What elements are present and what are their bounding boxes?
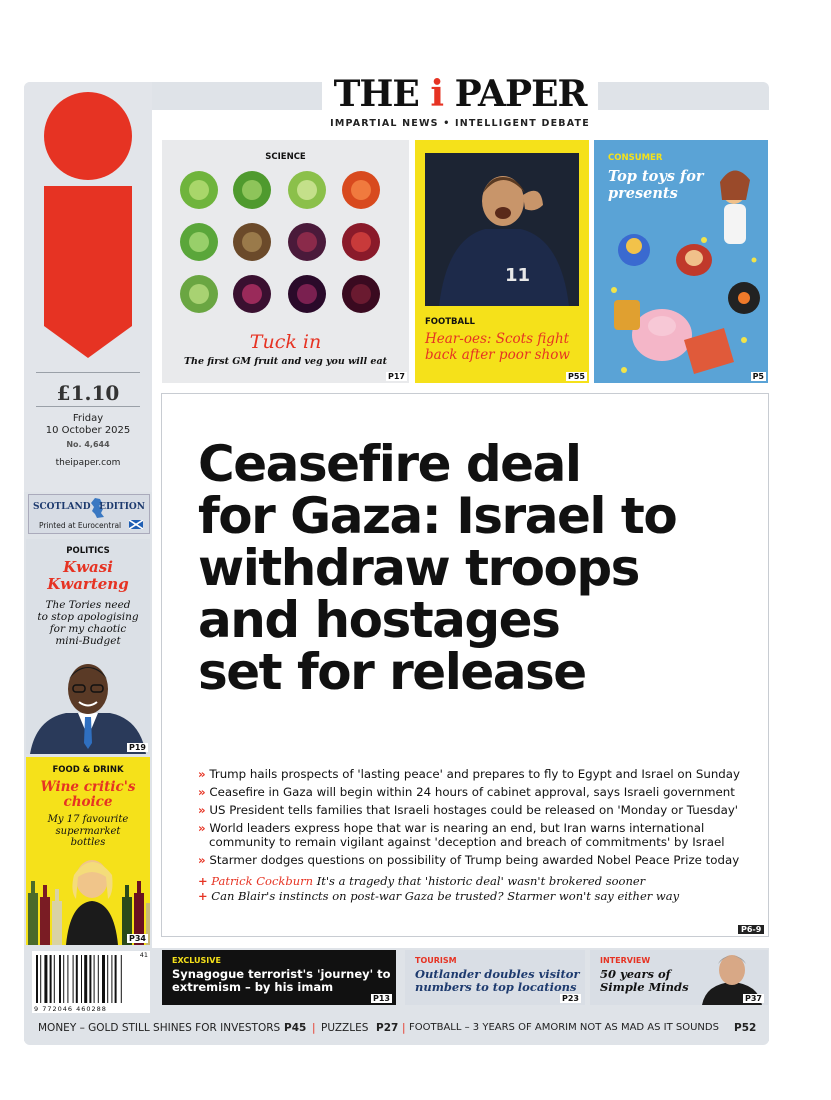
politics-promo[interactable] bbox=[26, 539, 150, 754]
food-author: Wine critic's choice bbox=[40, 779, 136, 810]
food-blurb: My 17 favourite supermarket bottles bbox=[47, 814, 129, 848]
footer-item-money[interactable]: MONEY – GOLD STILL SHINES FOR INVESTORS bbox=[38, 1022, 281, 1034]
consumer-page: P5 bbox=[752, 372, 764, 381]
football-promo[interactable] bbox=[415, 140, 589, 383]
issue-date: 10 October 2025 bbox=[45, 425, 131, 436]
svg-text:11: 11 bbox=[505, 265, 531, 286]
lead-headline: Ceasefire deal for Gaza: Israel to withdraw troops and hostages set for release bbox=[198, 435, 677, 701]
barcode-bar bbox=[115, 955, 117, 1003]
tourism-page: P23 bbox=[562, 994, 579, 1003]
interview-promo[interactable] bbox=[590, 950, 768, 1005]
edition-region: SCOTLAND bbox=[33, 502, 91, 512]
exclusive-page: P13 bbox=[373, 994, 390, 1003]
footer-bar bbox=[24, 1017, 769, 1041]
football-page: P55 bbox=[568, 372, 585, 381]
barcode-bar bbox=[44, 955, 47, 1003]
exclusive-headline: Synagogue terrorist's 'journey' to extremism – by his imam bbox=[172, 967, 391, 994]
barcode-bar bbox=[94, 955, 95, 1003]
divider bbox=[36, 372, 140, 373]
lead-page-ref: P6-9 bbox=[738, 925, 764, 934]
author-portrait bbox=[26, 657, 150, 754]
issue-day: Friday bbox=[72, 413, 104, 424]
food-drink-promo[interactable] bbox=[26, 757, 150, 945]
tourism-headline: Outlander doubles visitor numbers to top locations bbox=[415, 967, 580, 994]
exclusive-kicker: EXCLUSIVE bbox=[172, 956, 221, 965]
tourism-promo[interactable] bbox=[405, 950, 585, 1005]
website-link[interactable]: theipaper.com bbox=[55, 458, 121, 468]
interview-headline: 50 years of Simple Minds bbox=[600, 967, 689, 994]
barcode-digits: 9 772046 460288 bbox=[34, 1005, 107, 1013]
masthead-tagline: IMPARTIAL NEWS • INTELLIGENT DEBATE bbox=[330, 118, 590, 129]
masthead-title: THE i PAPER bbox=[333, 73, 587, 115]
exclusive-promo[interactable] bbox=[162, 950, 396, 1005]
cover-price: £1.10 bbox=[56, 381, 120, 405]
science-title: Tuck in bbox=[249, 331, 322, 353]
saltire-flag-icon bbox=[129, 520, 143, 529]
divider bbox=[36, 406, 140, 407]
footer-item-puzzles[interactable]: PUZZLES bbox=[321, 1022, 369, 1034]
food-kicker: FOOD & DRINK bbox=[52, 765, 124, 775]
barcode-bar bbox=[107, 955, 108, 1003]
lead-bullet-continued: community to remain vigilant against 'deception and breach of commitments' by Israel bbox=[209, 835, 725, 849]
tomatoes-image bbox=[162, 160, 409, 335]
politics-kicker: POLITICS bbox=[66, 546, 110, 556]
politics-page: P19 bbox=[129, 743, 146, 752]
consumer-kicker: CONSUMER bbox=[608, 153, 663, 163]
barcode bbox=[32, 951, 150, 1013]
issue-number: No. 4,644 bbox=[66, 440, 110, 449]
footer-page-football: P52 bbox=[734, 1022, 757, 1034]
tourism-kicker: TOURISM bbox=[415, 956, 457, 965]
lead-related-link[interactable]: + Patrick Cockburn It's a tragedy that 'historic deal' wasn't brokered sooner bbox=[198, 874, 646, 888]
barcode-bar bbox=[67, 955, 68, 1003]
printed-at: Printed at Eurocentral bbox=[39, 521, 122, 530]
edition-label: EDITION bbox=[99, 502, 145, 512]
barcode-bar bbox=[102, 955, 105, 1003]
footer-page-puzzles: P27 bbox=[376, 1022, 399, 1034]
wine-bottles-image bbox=[26, 853, 150, 945]
barcode-issue: 41 bbox=[139, 951, 148, 959]
lead-bullet: » US President tells families that Israeli hostages could be released on 'Monday or Tuesday' bbox=[198, 803, 739, 817]
barcode-bar bbox=[89, 955, 91, 1003]
lead-bullet: » Ceasefire in Gaza will begin within 24 hours of cabinet approval, says Israeli government bbox=[198, 785, 735, 799]
interview-kicker: INTERVIEW bbox=[600, 956, 651, 965]
i-logo-dot bbox=[44, 92, 132, 180]
footer-item-football[interactable]: FOOTBALL – 3 YEARS OF AMORIM NOT AS MAD AS IT SOUNDS bbox=[409, 1022, 719, 1033]
food-page: P34 bbox=[129, 934, 146, 943]
footer-separator: | bbox=[402, 1022, 406, 1034]
barcode-bar bbox=[73, 955, 74, 1003]
science-promo[interactable] bbox=[162, 140, 409, 383]
barcode-bar bbox=[63, 955, 64, 1003]
footer-separator: | bbox=[312, 1022, 316, 1034]
football-kicker: FOOTBALL bbox=[425, 317, 475, 327]
barcode-bars bbox=[32, 951, 150, 1013]
lead-bullet: » Trump hails prospects of 'lasting peace' and prepares to fly to Egypt and Israel on Sunday bbox=[198, 767, 740, 781]
politics-blurb: The Tories need to stop apologising for my chaotic mini-Budget bbox=[37, 599, 139, 647]
science-blurb: The first GM fruit and veg you will eat bbox=[183, 356, 388, 367]
barcode-bar bbox=[98, 955, 99, 1003]
football-headline: Hear-oes: Scots fight back after poor show bbox=[425, 331, 570, 363]
science-page: P17 bbox=[388, 372, 405, 381]
lead-bullet: » Starmer dodges questions on possibility of Trump being awarded Nobel Peace Prize today bbox=[198, 853, 740, 867]
barcode-bar bbox=[76, 955, 78, 1003]
footballer-photo bbox=[425, 153, 579, 306]
barcode-bar bbox=[50, 955, 52, 1003]
barcode-bar bbox=[111, 955, 112, 1003]
edition-badge bbox=[28, 494, 150, 534]
lead-related-link[interactable]: + Can Blair's instincts on post-war Gaza be trusted? Starmer won't say either way bbox=[198, 889, 680, 903]
science-kicker: SCIENCE bbox=[265, 152, 306, 162]
barcode-bar bbox=[36, 955, 38, 1003]
barcode-bar bbox=[59, 955, 61, 1003]
footer-page-money: P45 bbox=[284, 1022, 307, 1034]
consumer-headline: Top toys for presents bbox=[608, 168, 704, 202]
barcode-bar bbox=[121, 955, 122, 1003]
consumer-promo[interactable] bbox=[594, 140, 768, 383]
barcode-bar bbox=[81, 955, 82, 1003]
lead-bullet: » World leaders express hope that war is nearing an end, but Iran warns international bbox=[198, 821, 705, 835]
barcode-bar bbox=[54, 955, 55, 1003]
barcode-bar bbox=[84, 955, 87, 1003]
barcode-bar bbox=[40, 955, 41, 1003]
i-logo-stem bbox=[44, 186, 132, 358]
politics-author: Kwasi Kwarteng bbox=[47, 558, 129, 593]
masthead bbox=[322, 70, 598, 134]
interview-page: P37 bbox=[745, 994, 762, 1003]
